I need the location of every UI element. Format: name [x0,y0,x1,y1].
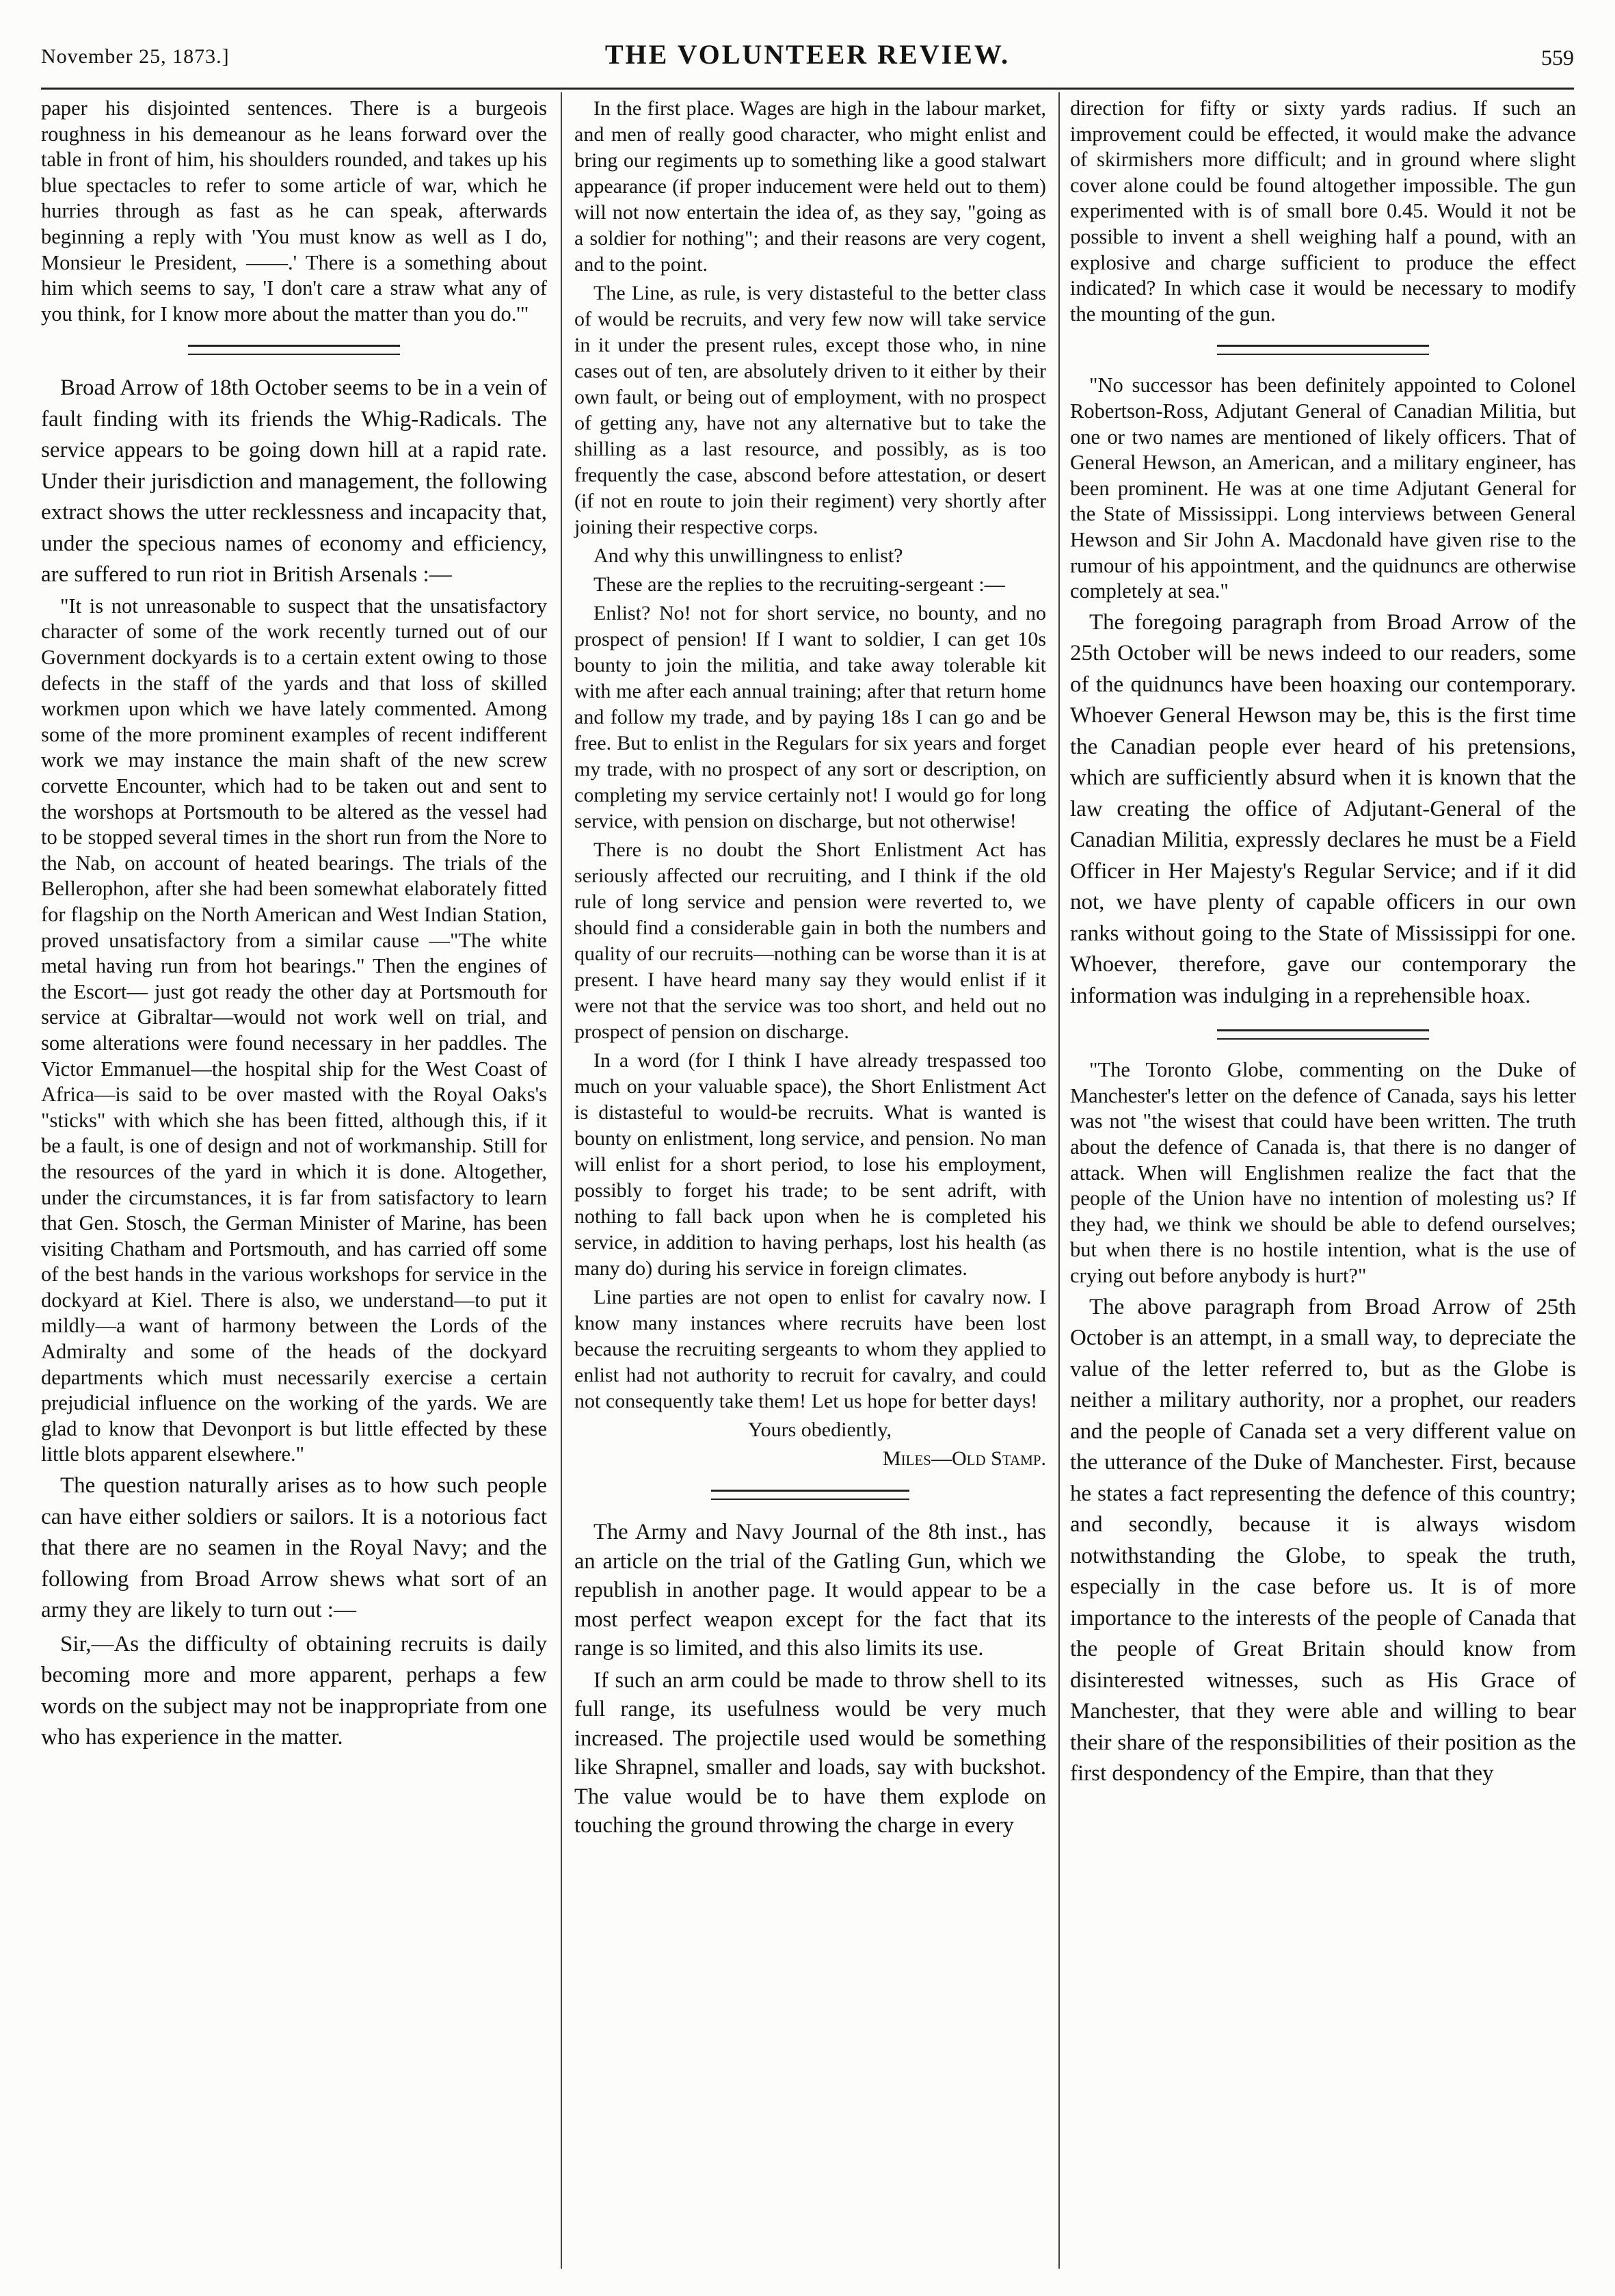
column-3 [1070,96,1576,1793]
header-rule [41,88,1574,90]
paragraph: Enlist? No! not for short service, no bounty, and no prospect of pension! If I want to soldier, I can get 10s bounty to join the militia, and take away tolerable kit with me after each annual training; after that return home and follow my trade, and by paying 18s I can go and be free. But to enlist in the Regulars for six years and forget my trade, with no prospect of any sort or description, on completing my service certainly not! I would go for long service, with pension on discharge, but not otherwise! [574,602,1046,832]
paragraph: The foregoing paragraph from Broad Arrow of the 25th October will be news indeed to our readers, some of the quidnuncs have been hoaxing our contemporary. Whoever General Hewson may be, this is the first time the Canadian people ever heard of his pretensions, which are sufficiently absurd when it is known that the law creating the office of Adjutant-General of the Canadian Militia, expressly declares he must be a Field Officer in Her Majesty's Regular Service; and if it did not, we have plenty of capable officers in our own ranks without going to the State of Mississippi for one. Whoever, therefore, gave our contemporary the information was indulging in a reprehensible hoax. [1070,609,1576,1008]
column-divider [561,92,562,2269]
paragraph: In the first place. Wages are high in the labour market, and men of really good character, who might enlist and bring our regiments up to something like a good stalwart appearance (if proper inducement were held out to them) will not now entertain the idea of, as they say, "going as a soldier for nothing"; and their reasons are very cogent, and to the point. [574,97,1046,276]
column-divider [1058,92,1060,2269]
paragraph: The above paragraph from Broad Arrow of 25th October is an attempt, in a small way, to depreciate the value of the letter referred to, but as the Globe is neither a military authority, nor a prophet, our readers and the people of Canada set a very different value on the utterance of the Duke of Manchester. First, because he states a fact representing the defence of this country; and secondly, because it is always wisdom notwithstanding the Globe, to speak the truth, especially in the case before us. It is of more importance to the interests of the people of Canada that the people of Great Britain should know from disinterested witnesses, such as His Grace of Manchester, that they were able and willing to bear their share of the responsibilities of their position as the first despondency of the Empire, than that they [1070,1294,1576,1786]
page-header [41,38,1574,82]
quoted-extract: "The Toronto Globe, commenting on the Duke of Manchester's letter on the defence of Canada, says his letter was not "the wisest that could have been written. The truth about the defence of Canada is, that there is no danger of attack. When will Englishmen realize the fact that the people of the Union have no intention of molesting us? If they had, we think we should be able to defend ourselves; but when there is no hostile intention, what is the use of crying out before anybody is hurt?" [1070,1058,1576,1287]
paragraph: Broad Arrow of 18th October seems to be in a vein of fault finding with its friends the Whig-Radicals. The service appears to be going down hill at a rapid rate. Under their jurisdiction and management, the following extract shows the utter recklessness and incapacity that, under the specious names of economy and efficiency, are suffered to run riot in British Arsenals :— [41,375,547,588]
letter-closing: Yours obediently, [747,1418,892,1441]
column-2 [574,96,1046,1843]
paragraph: The Army and Navy Journal of the 8th inst., has an article on the trial of the Gatling Gun, which we republish in another page. It would appear to be a most perfect weapon except for the fact that its range is so limited, and this also limits its use. [574,1520,1046,1661]
quoted-extract: "It is not unreasonable to suspect that the unsatisfactory character of some of the work recently turned out of our Government dockyards is to a certain extent owing to those defects in the staff of the yards and that loss of skilled workmen upon which we have lately commented. Among some of the more prominent examples of recent indifferent work we may instance the main shaft of the new screw corvette Encounter, which had to be taken out and sent to the worshops at Portsmouth to be altered as the vessel had to be stopped several times in the short run from the Nore to the Nab, on account of heated bearings. The trials of the Bellerophon, after she had been somewhat elaborately fitted for flagship on the North American and West Indian Station, proved unsatisfactory from a similar cause —"The white metal having run from hot bearings." Then the engines of the Escort— just got ready the other day at Portsmouth for service at Gibraltar—would not work well on trial, and some alterations were found necessary in her paddles. The Victor Emmanuel—the hospital ship for the West Coast of Africa—is said to be over masted with the Royal Oaks's "sticks" with which she has been fitted, although this, if it be a fault, is one of design and not of workmanship. Still for the resources of the yard in which it is done. Altogether, under the circumstances, it is far from satisfactory to learn that Gen. Stosch, the German Minister of Marine, has been visiting Chatham and Portsmouth, and has carried off some of the best hands in the various workshops for service in the dockyard at Kiel. There is also, we understand—to put it mildly—a want of harmony between the Lords of the Admiralty and some of the heads of the dockyard departments which must necessarily exercise a certain prejudicial influence on the working of the yards. We are glad to know that Devonport is but little effected by these little blots apparent elsewhere." [41,594,547,1466]
letter-signature: Miles—Old Stamp. [882,1447,1046,1470]
paragraph: In a word (for I think I have already trespassed too much on your valuable space), the Short Enlistment Act is distasteful to would-be recruits. What is wanted is bounty on enlistment, long service, and pension. No man will enlist for a short period, to lose his employment, possibly to forget his trade; to be sent adrift, with nothing to fall back upon when he is completed his service, in addition to having perhaps, lost his health (as many do) during his service in foreign climates. [574,1049,1046,1280]
page-number: 559 [1541,45,1574,70]
paragraph: And why this unwillingness to enlist? [593,544,903,567]
paragraph: direction for fifty or sixty yards radius. If such an improvement could be effected, it would make the advance of skirmishers more difficult; and in ground where slight cover alone could be found altogether impossible. The gun experimented with is of small bore 0.45. Would it not be possible to invent a shell weighing half a pound, with an explosive and charge sufficient to produce the effect indicated? In which case it would be necessary to modify the mounting of the gun. [1070,96,1576,326]
section-separator [1217,345,1430,355]
quoted-extract: "No successor has been definitely appointed to Colonel Robertson-Ross, Adjutant General of Canadian Militia, but one or two names are mentioned of likely officers. That of General Hewson, an American, and a military engineer, has been prominent. He was at one time Adjutant General for the State of Mississippi. Long interviews between General Hewson and Sir John A. Macdonald have given rise to the rumour of his appointment, and the quidnuncs are otherwise completely at sea." [1070,373,1576,603]
paragraph: There is no doubt the Short Enlistment Act has seriously affected our recruiting, and I think if the old rule of long service and pension were reverted to, we should find a considerable gain in both the numbers and quality of our recruits—nothing can be worse than it is at present. I have heard many say they would enlist if it were not that the service was too short, and held out no prospect of pension on discharge. [574,839,1046,1043]
masthead-title: THE VOLUNTEER REVIEW. [604,39,1011,70]
paragraph: paper his disjointed sentences. There is a burgeois roughness in his demeanour as he leans forward over the table in front of him, his shoulders rounded, and takes up his blue spectacles to refer to some article of war, which he hurries through as fast as he can speak, afterwards beginning a reply with 'You must know as well as I do, Monsieur le President, ——.' There is a something about him which seems to say, 'I don't care a straw what any of you think, for I know more about the matter than you do.'" [41,96,547,326]
issue-date: November 25, 1873.] [41,45,230,68]
paragraph: The Line, as rule, is very distasteful to the better class of would be recruits, and very few now will take service in it under the present rules, except those who, in nine cases out of ten, are absolutely driven to it either by their own fault, or being out of employment, with no prospect of getting any, have not any alternative but to take the shilling as a last resource, and possibly, as is too frequently the case, abscond before attestation, or desert (if not en route to join their regiment) very shortly after joining their respective corps. [574,282,1046,538]
section-separator [188,345,401,355]
section-separator [711,1490,909,1500]
section-separator [1217,1029,1430,1040]
paragraph: The question naturally arises as to how such people can have either soldiers or sailors. It is a notorious fact that there are no seamen in the Royal Navy; and the following from Broad Arrow shews what sort of an army they are likely to turn out :— [41,1473,547,1623]
paragraph: Line parties are not open to enlist for cavalry now. I know many instances where recruits have been lost because the recruiting sergeants to whom they applied to enlist had not authority to recruit for cavalry, and could not consequently take them! Let us hope for better days! [574,1286,1046,1412]
paragraph: These are the replies to the recruiting-sergeant :— [593,573,1005,596]
column-1 [41,96,547,1756]
paragraph: If such an arm could be made to throw shell to its full range, its usefulness would be very much increased. The projectile used would be something like Shrapnel, smaller and loads, say with buckshot. The value would be to have them explode on touching the ground throwing the charge in every [574,1667,1046,1838]
letter-salutation: Sir,—As the difficulty of obtaining recruits is daily becoming more and more apparent, perhaps a few words on the subject may not be inappropriate from one who has experience in the matter. [41,1631,547,1750]
